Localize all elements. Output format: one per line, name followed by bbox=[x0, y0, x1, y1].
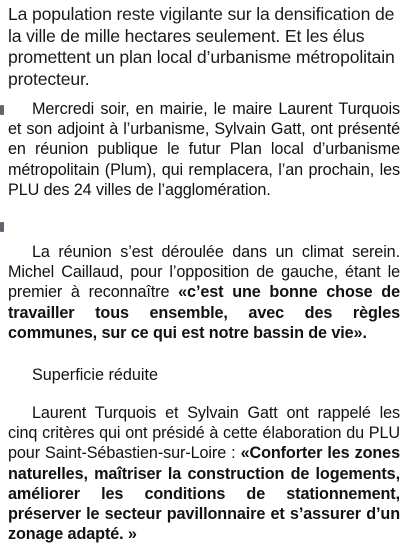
paragraph-text: La réunion s’est déroulée dans un climat serein. Michel Caillaud, pour l’opposition de gauche, étant le premier à reconnaître bbox=[8, 243, 400, 302]
article-lead: La population reste vigilante sur la densification de la ville de mille hectares seulement. Et les élus promettent un plan local d’urbanisme métropolitain protecteur. bbox=[8, 4, 395, 89]
quote-text: «Conforter les zones naturelles, maîtriser la construction de logements, améliorer les conditions de stationnement, préserver le secteur pavillonnaire et s’assurer d’un zonage adapté. » bbox=[8, 444, 400, 544]
article-paragraph: Mercredi soir, en mairie, le maire Laurent Turquois et son adjoint à l’urbanisme, Sylvain Gatt, ont présenté en réunion publique le futur Plan local d’urbanisme métropolitain (Plum), qui remplacera, l’an prochain, les PLU des 24 villes de l’agglomération. bbox=[8, 100, 400, 199]
quote-text: «c’est une bonne chose de travailler tous ensemble, avec des règles communes, sur ce qui est notre bassin de vie». bbox=[8, 283, 400, 342]
article-paragraph bbox=[8, 242, 400, 343]
left-edge-marker bbox=[0, 222, 4, 232]
left-edge-marker bbox=[0, 105, 4, 115]
section-subheading: Superficie réduite bbox=[32, 366, 158, 384]
article-paragraph bbox=[8, 403, 400, 544]
paragraph-text: Laurent Turquois et Sylvain Gatt ont rappelé les cinq critères qui ont présidé à cette élaboration du PLU pour Saint-Sébastien-sur-Loire : bbox=[8, 404, 400, 463]
